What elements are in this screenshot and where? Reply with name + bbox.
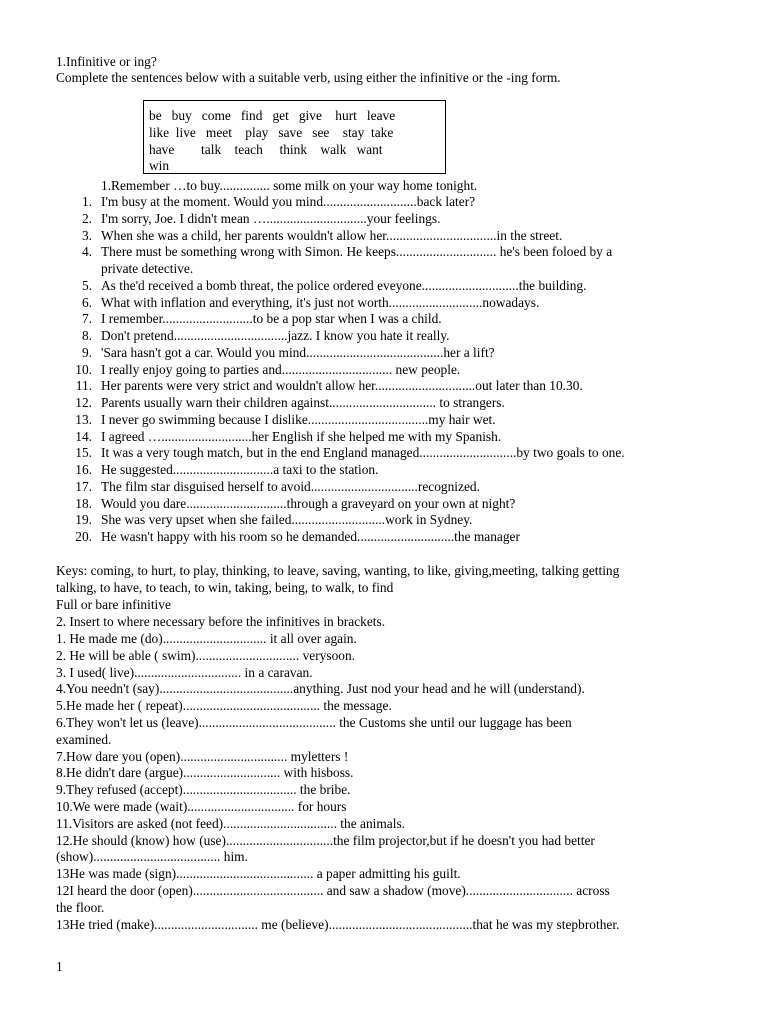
exercise1-sentence: What with inflation and everything, it's just not worth............................nowadays. — [101, 294, 540, 310]
exercise1-number: 4. — [81, 244, 92, 260]
exercise1-sentence: He suggested..............................a taxi to the station. — [101, 462, 379, 477]
exercise2-line: 2. He will be able ( swim)............................... verysoon. — [56, 647, 356, 663]
exercise1-number: 7. — [81, 311, 92, 327]
exercise1-sentence: There must be something wrong with Simon. He keeps.............................. he's been foloed by a — [101, 244, 613, 260]
exercise2-line: 1. He made me (do)............................... it all over again. — [56, 631, 357, 646]
exercise1-number: 2. — [81, 210, 92, 226]
exercise1-sentence: I agreed …...........................her English if she helped me with my Spanish. — [101, 428, 502, 444]
exercise1-sentence: The film star disguised herself to avoid................................recognized. — [101, 478, 480, 494]
exercise1-sentence: Her parents were very strict and wouldn't allow her..............................out later than 10.30. — [101, 378, 583, 394]
exercise2-line: 7.How dare you (open)................................ myletters ! — [56, 748, 349, 764]
exercise1-number: 6. — [81, 294, 92, 310]
exercise1-sentence: As the'd received a bomb threat, the police ordered eveyone.............................the building. — [101, 277, 587, 293]
keys-line: talking, to have, to teach, to win, taking, being, to walk, to find — [56, 580, 394, 595]
section2-instructions: 2. Insert to where necessary before the infinitives in brackets. — [56, 614, 386, 629]
exercise1-sentence: 'Sara hasn't got a car. Would you mind.........................................her a lift? — [101, 344, 495, 360]
exercise1-number: 20. — [75, 529, 92, 544]
exercise2-line: (show)...................................... him. — [56, 849, 248, 865]
exercise1-number: 9. — [81, 344, 92, 360]
exercise1-number: 18. — [75, 495, 92, 511]
exercise1-number: 16. — [75, 462, 92, 477]
exercise1-sentence: When she was a child, her parents wouldn't allow her.................................in the street. — [101, 227, 563, 243]
exercise2-line: 8.He didn't dare (argue)............................. with hisboss. — [56, 765, 354, 781]
exercise2-line: 3. I used( live)................................ in a caravan. — [56, 664, 313, 680]
word-box-line: have talk teach think walk want — [149, 142, 383, 157]
exercise1-sentence: I never go swimming because I dislike....................................my hair wet. — [101, 411, 496, 427]
exercise1-sentence: I remember...........................to be a pop star when I was a child. — [101, 311, 442, 327]
exercise1-number: 17. — [75, 478, 92, 494]
section2-heading: Full or bare infinitive — [56, 597, 171, 612]
exercise2-line: 6.They won't let us (leave)......................................... the Customs she until our luggage has been — [56, 715, 572, 730]
exercise1-number: 11. — [75, 378, 92, 394]
exercise1-sentence: Don't pretend..................................jazz. I know you hate it really. — [101, 328, 450, 343]
exercise1-sentence: I really enjoy going to parties and................................. new people. — [101, 361, 461, 377]
exercise1-sentence: I'm sorry, Joe. I didn't mean …..............................your feelings. — [101, 210, 441, 226]
exercise1-number: 5. — [81, 277, 92, 293]
exercise1-sentence: It was a very tough match, but in the end England managed.............................by two goals to one. — [101, 445, 625, 461]
exercise1-number: 19. — [75, 512, 92, 528]
exercise2-line: 11.Visitors are asked (not feed).................................. the animals. — [56, 815, 406, 831]
exercise1-number: 3. — [81, 227, 92, 243]
exercise2-line: 10.We were made (wait)................................ for hours — [56, 799, 347, 814]
exercise2-line: 12.He should (know) how (use)................................the film projector,but if he doesn't you had better — [56, 832, 595, 848]
exercise1-number: 8. — [81, 328, 92, 343]
exercise1-sentence: Would you dare..............................through a graveyard on your own at night? — [101, 495, 516, 511]
exercise1-sentence: She was very upset when she failed............................work in Sydney. — [101, 512, 473, 528]
page-number: 1 — [56, 959, 63, 974]
exercise1-sentence: private detective. — [101, 261, 194, 276]
exercise2-line: 5.He made her ( repeat)......................................... the message. — [56, 698, 392, 714]
exercise2-line: 12I heard the door (open)....................................... and saw a shadow (move)................................ across — [56, 883, 610, 898]
keys-line: Keys: coming, to hurt, to play, thinking, to leave, saving, wanting, to like, giving,meeting, talking getting — [56, 563, 620, 578]
exercise1-number: 13. — [75, 411, 92, 427]
exercise1-number: 14. — [75, 428, 92, 444]
exercise1-sentence: I'm busy at the moment. Would you mind............................back later? — [101, 194, 476, 209]
exercise1-number: 1. — [81, 194, 92, 209]
example-sentence: 1.Remember …to buy............... some milk on your way home tonight. — [101, 178, 478, 193]
exercise1-number: 10. — [75, 361, 92, 377]
exercise2-line: 4.You needn't (say)........................................anything. Just nod your head and he will (understand). — [56, 681, 585, 697]
word-box-line: win — [149, 158, 170, 173]
exercise2-line: 9.They refused (accept).................................. the bribe. — [56, 782, 351, 798]
exercise-instructions: Complete the sentences below with a suitable verb, using either the infinitive or the -ing form. — [56, 70, 561, 85]
exercise1-sentence: He wasn't happy with his room so he demanded.............................the manager — [101, 529, 520, 544]
word-box-line: be buy come find get give hurt leave — [149, 108, 396, 123]
word-box-line: like live meet play save see stay take — [149, 125, 394, 140]
word-box — [143, 100, 446, 174]
exercise-title: 1.Infinitive or ing? — [56, 54, 157, 69]
exercise2-line: examined. — [56, 731, 112, 747]
exercise2-line: 13He was made (sign)......................................... a paper admitting his guilt. — [56, 866, 461, 882]
exercise1-sentence: Parents usually warn their children against................................ to strangers. — [101, 395, 505, 410]
exercise1-number: 15. — [75, 445, 92, 461]
exercise2-line: 13He tried (make)............................... me (believe)...........................................that he was my stepbrother. — [56, 916, 620, 932]
exercise1-number: 12. — [75, 395, 92, 410]
exercise2-line: the floor. — [56, 899, 105, 915]
